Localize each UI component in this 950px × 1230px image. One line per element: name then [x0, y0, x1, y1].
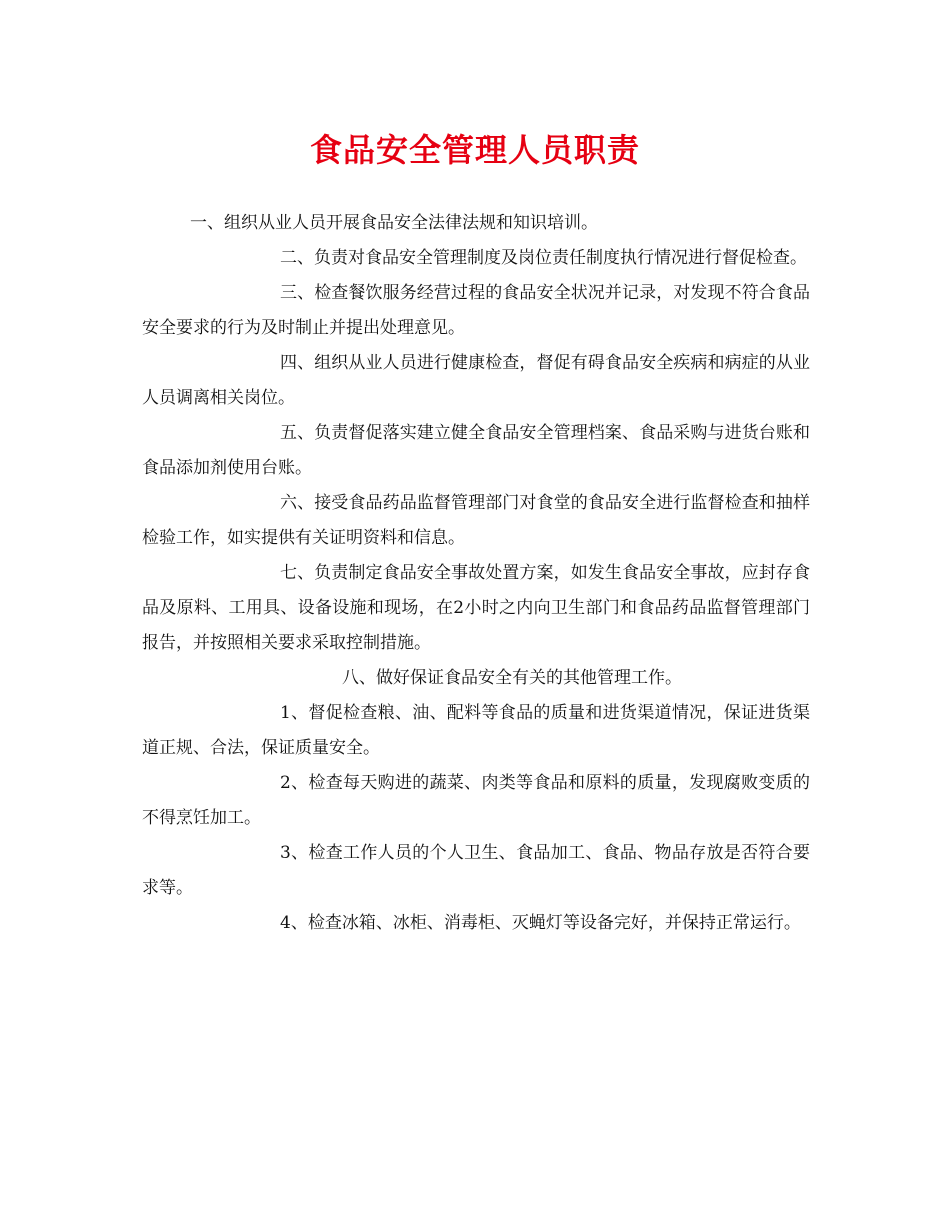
paragraph-11: 3、检查工作人员的个人卫生、食品加工、食品、物品存放是否符合要求等。: [142, 843, 810, 898]
paragraph-10: 2、检查每天购进的蔬菜、肉类等食品和原料的质量，发现腐败变质的不得烹饪加工。: [142, 773, 810, 828]
paragraph-3: 三、检查餐饮服务经营过程的食品安全状况并记录，对发现不符合食品安全要求的行为及时制止并提出处理意见。: [142, 283, 810, 338]
document-body: [142, 206, 810, 941]
paragraph-1: 一、组织从业人员开展食品安全法律法规和知识培训。: [190, 213, 598, 233]
paragraph-2: 二、负责对食品安全管理制度及岗位责任制度执行情况进行督促检查。: [280, 248, 807, 268]
paragraph-4: 四、组织从业人员进行健康检查，督促有碍食品安全疾病和病症的从业人员调离相关岗位。: [142, 353, 810, 408]
paragraph-12: 4、检查冰箱、冰柜、消毒柜、灭蝇灯等设备完好，并保持正常运行。: [280, 913, 801, 933]
paragraph-8: 八、做好保证食品安全有关的其他管理工作。: [342, 668, 682, 688]
paragraph-9: 1、督促检查粮、油、配料等食品的质量和进货渠道情况，保证进货渠道正规、合法，保证质量安全。: [142, 703, 810, 758]
paragraph-7: 七、负责制定食品安全事故处置方案，如发生食品安全事故，应封存食品及原料、工用具、设备设施和现场，在2小时之内向卫生部门和食品药品监督管理部门报告，并按照相关要求采取控制措施。: [142, 563, 810, 653]
document-title: 食品安全管理人员职责: [309, 131, 640, 169]
paragraph-5: 五、负责督促落实建立健全食品安全管理档案、食品采购与进货台账和食品添加剂使用台账。: [142, 423, 810, 478]
paragraph-6: 六、接受食品药品监督管理部门对食堂的食品安全进行监督检查和抽样检验工作，如实提供有关证明资料和信息。: [142, 493, 810, 548]
